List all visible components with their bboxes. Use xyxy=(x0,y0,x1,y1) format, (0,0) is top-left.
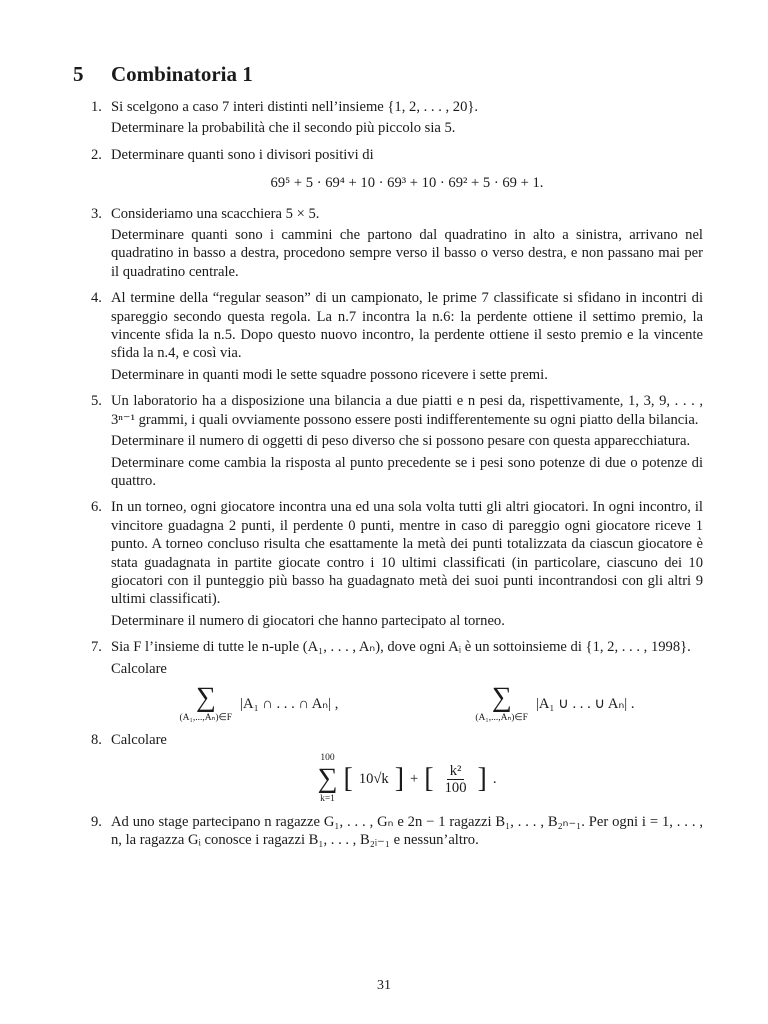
sigma-subscript: (A₁,...,Aₙ)∈F xyxy=(179,712,233,723)
problem-text: Determinare il numero di oggetti di peso diverso che si possono pesare con questa apparecchiatura. xyxy=(111,433,691,450)
sqrt-term: 10√k xyxy=(358,771,389,788)
problem-number: 1. xyxy=(91,99,102,115)
sigma-upper-limit: 100 xyxy=(320,752,335,763)
problem-7 xyxy=(73,638,703,723)
problem-text: Calcolare xyxy=(111,660,167,677)
problem-number: 3. xyxy=(91,205,102,222)
problem-text: Calcolare xyxy=(111,732,167,749)
fraction-denominator: 100 xyxy=(444,779,467,796)
problem-5 xyxy=(73,392,703,490)
section-title: Combinatoria 1 xyxy=(111,62,253,86)
sum-expression: |A₁ ∩ . . . ∩ Aₙ| , xyxy=(240,695,339,712)
problem-number: 9. xyxy=(91,813,102,830)
problem-6 xyxy=(73,498,703,630)
problem-1 xyxy=(73,98,703,138)
problem-number: 8. xyxy=(91,732,102,749)
problem-text: Sia F l’insieme di tutte le n-uple (A₁, . . . , Aₙ), dove ogni Aᵢ è un sottoinsieme di {1, 2, . . . , 1998}. xyxy=(111,639,691,656)
problem-number: 6. xyxy=(91,499,102,516)
problem-9 xyxy=(73,813,703,850)
problem-text: Determinare quanti sono i cammini che partono dal quadratino in alto a sinistra, arrivano nel quadratino in basso a destra, procedono sempre verso il basso o verso destra, e non passano mai per il quadratino centrale. xyxy=(111,227,703,280)
problem-number: 2. xyxy=(91,146,102,163)
floor-bracket-right: ] xyxy=(477,763,487,795)
sigma-glyph: ∑ xyxy=(195,681,216,713)
problem-text: Determinare in quanti modi le sette squadre possono ricevere i sette premi. xyxy=(111,366,548,383)
problem-text: Determinare come cambia la risposta al punto precedente se i pesi sono potenze di due o potenze di quattro. xyxy=(111,454,703,489)
fraction-numerator: k² xyxy=(447,763,465,780)
problem-3 xyxy=(73,205,703,282)
problem-text: Un laboratorio ha a disposizione una bilancia a due piatti e n pesi da, rispettivamente, 1, 3, 9, . . . , 3ⁿ⁻¹ grammi, i quali ovviamente possono essere posti indifferentemente su ogni piatto della bilancia. xyxy=(111,393,703,428)
sigma-glyph: ∑ xyxy=(491,681,512,713)
problem-text: Consideriamo una scacchiera 5 × 5. xyxy=(111,205,320,222)
page-number: 31 xyxy=(377,978,391,993)
intersection-sum xyxy=(179,681,339,724)
floor-bracket-right: ] xyxy=(394,763,405,795)
problem-number: 7. xyxy=(91,639,102,656)
floor-bracket-left: [ xyxy=(343,763,353,795)
problem-text: Determinare quanti sono i divisori positivi di xyxy=(111,146,374,163)
display-equation xyxy=(111,681,703,724)
sigma-subscript: (A₁,...,Aₙ)∈F xyxy=(475,712,528,723)
union-sum xyxy=(475,681,635,724)
floor-bracket-left: [ xyxy=(424,763,434,795)
plus-sign: + xyxy=(410,771,419,788)
sigma-glyph: ∑ xyxy=(317,763,338,795)
problem-number: 5. xyxy=(91,393,102,410)
sigma-symbol xyxy=(179,681,233,724)
problem-text: Determinare il numero di giocatori che hanno partecipato al torneo. xyxy=(111,612,505,629)
problem-number: 4. xyxy=(91,290,102,307)
sigma-symbol xyxy=(318,754,338,805)
sigma-symbol xyxy=(475,681,528,724)
fraction xyxy=(442,763,470,796)
problem-list xyxy=(73,98,703,858)
problem-text: Determinare la probabilità che il secondo più piccolo sia 5. xyxy=(111,120,456,137)
display-equation: 69⁵ + 5 · 69⁴ + 10 · 69³ + 10 · 69² + 5 · 69 + 1. xyxy=(270,175,544,192)
problem-text: In un torneo, ogni giocatore incontra una ed una sola volta tutti gli altri giocatori. In ogni incontro, il vincitore guadagna 2 punti, il perdente 0 punti, mentre in caso di pareggio ogni giocatore riceve 1 punto. A torneo concluso risulta che esattamente la metà dei punti totalizzata da ciascun giocatore è stata guadagnata in partite giocate contro i 10 ultimi classificati (in particolare, ciascuno dei 10 giocatori con il punteggio più basso ha guadagnato metà dei suoi punti incontrandosi con gli altri 9 ultimi classificati). xyxy=(111,499,703,608)
problem-text: Ad uno stage partecipano n ragazze G₁, . . . , Gₙ e 2n − 1 ragazzi B₁, . . . , B₂ₙ₋₁. Per ogni i = 1, . . . , n, la ragazza Gᵢ conosce i ragazzi B₁, . . . , B₂ᵢ₋₁ e nessun’altro. xyxy=(111,813,703,849)
problem-4 xyxy=(73,289,703,384)
section-heading xyxy=(73,62,253,87)
sum-expression: |A₁ ∪ . . . ∪ Aₙ| . xyxy=(535,695,635,712)
section-number: 5 xyxy=(73,62,84,86)
period: . xyxy=(492,771,497,788)
problem-text: Si scelgono a caso 7 interi distinti nell’insieme {1, 2, . . . , 20}. xyxy=(111,99,479,115)
problem-8 xyxy=(73,731,703,804)
sigma-lower-limit: k=1 xyxy=(320,794,335,805)
problem-text: Al termine della “regular season” di un campionato, le prime 7 classificate si sfidano in incontri di spareggio secondo questa regola. La n.7 incontra la n.6: la perdente ottiene il settimo premio, la vincente sfida la n.5. Dopo questo nuovo incontro, la perdente ottiene il sesto premio e la vincente sfida la n.4, e così via. xyxy=(111,290,703,362)
problem-2 xyxy=(73,146,703,193)
display-equation xyxy=(111,754,703,805)
